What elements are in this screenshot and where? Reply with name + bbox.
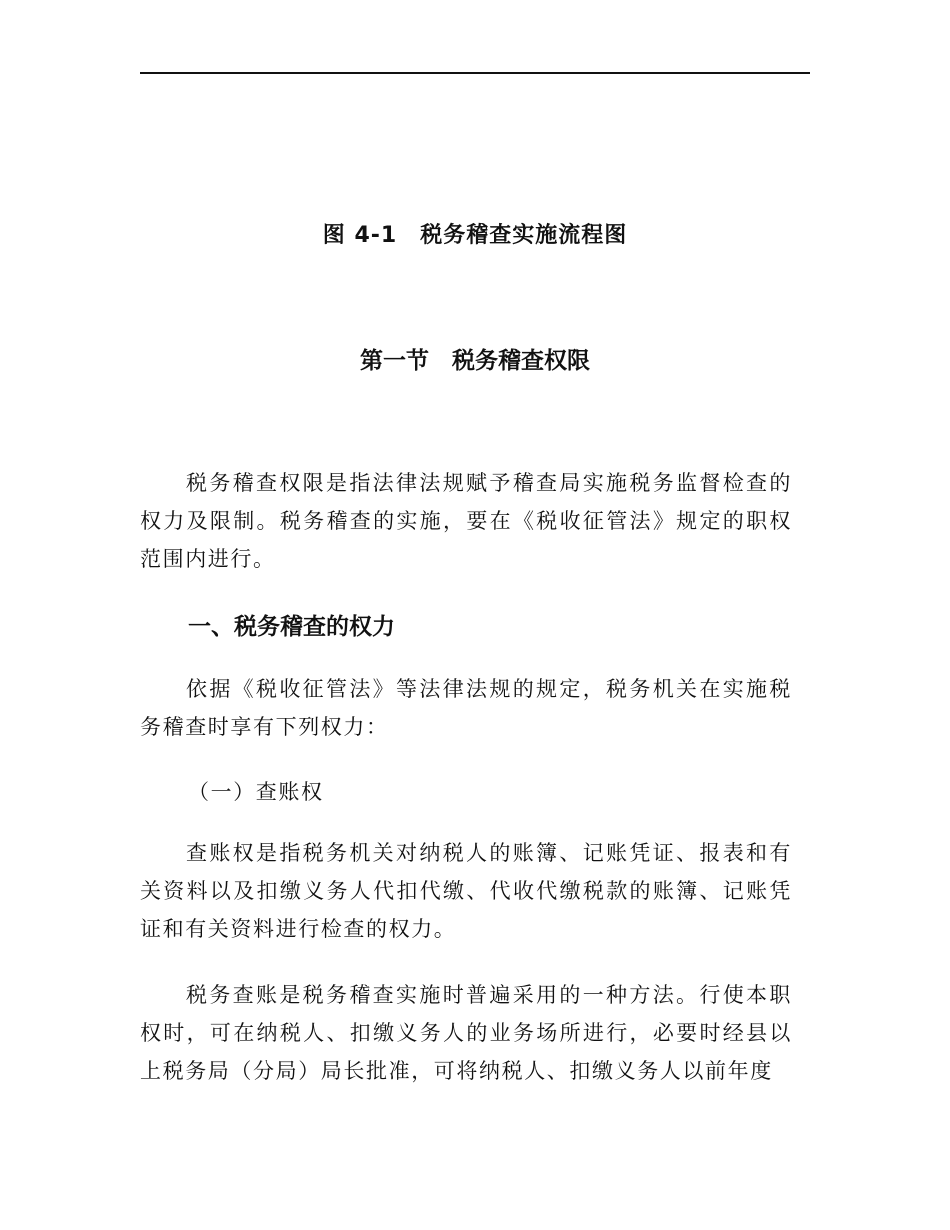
heading-powers: 一、税务稽查的权力 (188, 614, 395, 640)
section-title: 第一节 税务稽查权限 (360, 348, 590, 374)
audit-right-paragraph-2: 税务查账是税务稽查实施时普遍采用的一种方法。行使本职权时，可在纳税人、扣缴义务人的业务场所进行，必要时经县以上税务局（分局）局长批准，可将纳税人、扣缴义务人以前年度 (140, 983, 792, 1083)
powers-lead-paragraph: 依据《税收征管法》等法律法规的规定，税务机关在实施税务稽查时享有下列权力： (140, 677, 792, 739)
audit-right-paragraph-1: 查账权是指税务机关对纳税人的账簿、记账凭证、报表和有关资料以及扣缴义务人代扣代缴、代收代缴税款的账簿、记账凭证和有关资料进行检查的权力。 (140, 841, 792, 941)
subheading-audit-right: （一）查账权 (188, 780, 324, 804)
figure-caption: 图 4-1 税务稽查实施流程图 (322, 223, 628, 248)
intro-paragraph: 税务稽查权限是指法律法规赋予稽查局实施税务监督检查的权力及限制。税务稽查的实施，要在《税收征管法》规定的职权范围内进行。 (140, 471, 792, 571)
header-rule (140, 72, 810, 74)
